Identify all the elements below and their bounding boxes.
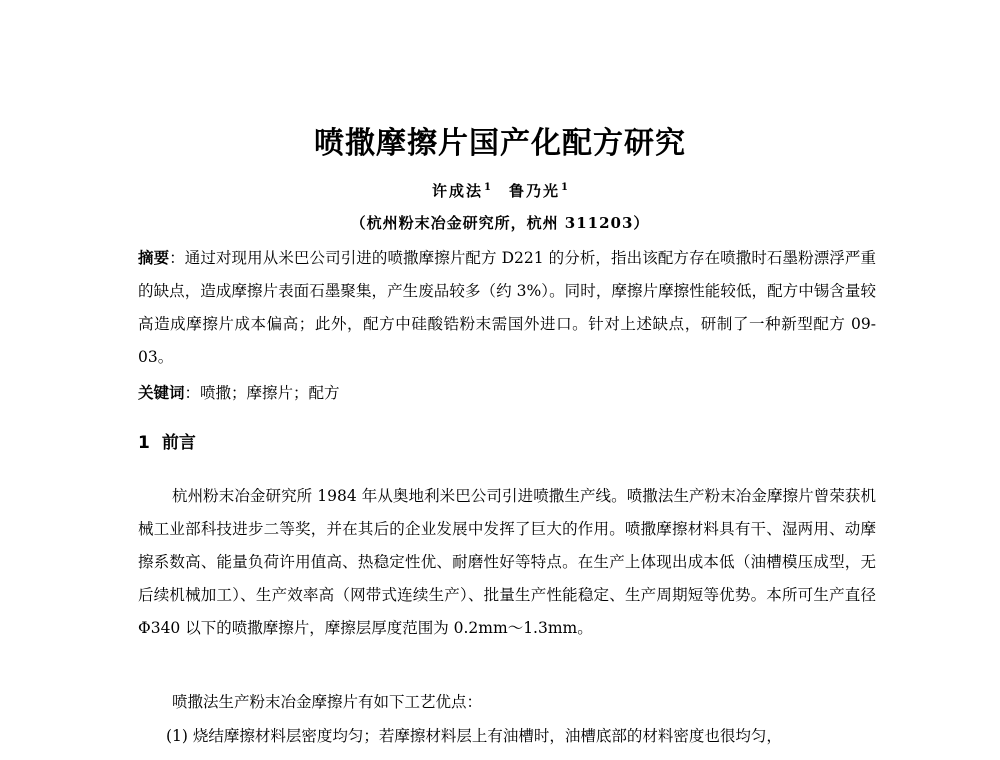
abstract-text: ：通过对现用从米巴公司引进的喷撒摩擦片配方 D221 的分析，指出该配方存在喷撒时石墨粉漂浮严重的缺点，造成摩擦片表面石墨聚集，产生废品较多（约 3%）。同时，摩擦片摩擦性能较低，配方中锡含量较高造成摩擦片成本偏高；此外，配方中硅酸锆粉末需国外进口。针对上述缺点，研制了一种新型配方 09-03。 — [138, 249, 876, 366]
list-item: (1) 烧结摩擦材料层密度均匀；若摩擦材料层上有油槽时，油槽底部的材料密度也很均匀， — [166, 727, 782, 745]
keywords-text: ：喷撒；摩擦片；配方 — [184, 384, 340, 402]
body-paragraph: 杭州粉末冶金研究所 1984 年从奥地利米巴公司引进喷撒生产线。喷撒法生产粉末冶金摩擦片曾荣获机械工业部科技进步二等奖，并在其后的企业发展中发挥了巨大的作用。喷撒摩擦材料具有干、湿两用、动摩擦系数高、能量负荷许用值高、热稳定性优、耐磨性好等特点。在生产上体现出成本低（油槽模压成型，无后续机械加工）、生产效率高（网带式连续生产）、批量生产性能稳定、生产周期短等优势。本所可生产直径 Φ340 以下的喷撒摩擦片，摩擦层厚度范围为 0.2mm～1.3mm。 — [138, 487, 876, 637]
author-line — [0, 180, 1000, 201]
section-heading — [138, 428, 196, 453]
author-name: 鲁乃光 — [509, 182, 561, 200]
author-affiliation-mark: 1 — [484, 182, 491, 193]
body-paragraph: 喷撒法生产粉末冶金摩擦片有如下工艺优点： — [172, 693, 483, 711]
section-title: 前言 — [161, 433, 196, 453]
keywords-label: 关键词 — [138, 384, 185, 402]
author-name: 许成法 — [432, 182, 484, 200]
abstract — [138, 242, 876, 374]
abstract-label: 摘要 — [138, 249, 170, 267]
paper-title: 喷撒摩擦片国产化配方研究 — [314, 126, 686, 161]
author-affiliation-mark: 1 — [561, 182, 568, 193]
section-number: 1 — [138, 433, 150, 453]
keywords — [138, 377, 876, 410]
affiliation: （杭州粉末冶金研究所，杭州 311203） — [350, 214, 650, 232]
